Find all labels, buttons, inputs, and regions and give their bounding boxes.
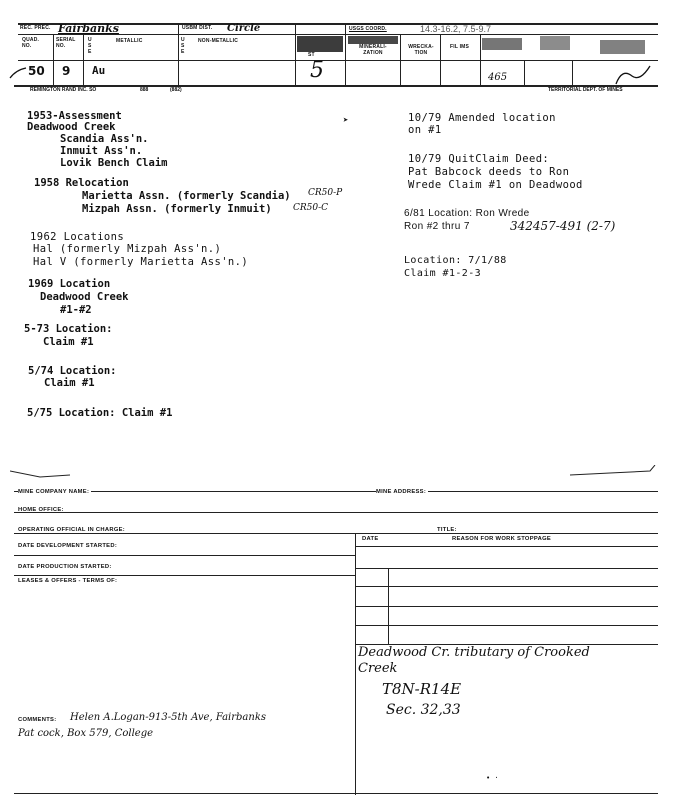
note-line-4: Sec. 32,33 bbox=[386, 702, 461, 718]
rule-date-prod bbox=[14, 575, 355, 576]
smudge-st bbox=[297, 36, 343, 52]
rule-stoppage-1 bbox=[355, 568, 658, 569]
entry-marietta-code: CR50-P bbox=[308, 188, 343, 198]
leases-offers-label: LEASES & OFFERS - TERMS OF: bbox=[18, 578, 118, 584]
rule-date-dev bbox=[14, 555, 355, 556]
comments-line-2: Pat cock, Box 579, College bbox=[18, 728, 154, 739]
entry-amended-1: 10/79 Amended location bbox=[408, 112, 556, 124]
wrecking-label: WRECKA-TION bbox=[408, 44, 434, 56]
entry-assessment-1953: 1953-Assessment bbox=[27, 110, 122, 122]
comments-line-1: Helen A.Logan-913-5th Ave, Fairbanks bbox=[70, 712, 267, 723]
metallic-label: METALLIC bbox=[116, 38, 143, 44]
usgs-coord-label: USGS COORD. bbox=[349, 26, 387, 32]
date-production-label: DATE PRODUCTION STARTED: bbox=[18, 564, 112, 570]
rule-operating-official bbox=[14, 533, 658, 534]
header-divider-3 bbox=[345, 23, 346, 85]
entry-ron-numbers: 342457-491 (2-7) bbox=[510, 219, 616, 233]
mine-address-label: MINE ADDRESS: bbox=[376, 489, 427, 495]
entry-scandia: Scandia Ass'n. bbox=[60, 133, 149, 145]
entry-deadwood-creek-2: Deadwood Creek bbox=[40, 291, 129, 303]
header-divider-serial bbox=[83, 34, 84, 85]
territorial-label: TERRITORIAL DEPT. OF MINES bbox=[548, 87, 623, 93]
entry-claim-1-2-3: Claim #1-2-3 bbox=[404, 268, 482, 279]
metal-value: Au bbox=[92, 64, 106, 77]
comments-label: COMMENTS: bbox=[18, 717, 57, 723]
entry-ron-claims: Ron #2 thru 7 bbox=[404, 221, 470, 232]
smudge-col-9 bbox=[600, 40, 645, 54]
title-label: TITLE: bbox=[437, 527, 457, 533]
entry-mizpah-code: CR50-C bbox=[293, 203, 329, 213]
rec-prec-label: REC. PREC. bbox=[20, 25, 51, 31]
usgs-dist-label: USBM DIST. bbox=[182, 25, 213, 31]
entry-hal: Hal (formerly Mizpah Ass'n.) bbox=[33, 243, 222, 255]
rule-stoppage-3 bbox=[355, 606, 658, 607]
header-divider-5 bbox=[440, 34, 441, 85]
header-divider-2 bbox=[295, 23, 296, 85]
speck-mark: • · bbox=[486, 774, 499, 782]
rule-stoppage-4 bbox=[355, 625, 658, 626]
rule-date-header bbox=[355, 546, 658, 547]
note-line-3: T8N-R14E bbox=[382, 680, 462, 698]
rec-prec-value: Fairbanks bbox=[58, 22, 119, 35]
rule-stoppage-2 bbox=[355, 586, 658, 587]
printer-code-1: 888 bbox=[140, 87, 149, 93]
quad-no-label: QUAD. NO. bbox=[22, 37, 40, 49]
header-divider-1 bbox=[178, 23, 179, 85]
entry-claim-1-b: Claim #1 bbox=[44, 377, 95, 389]
entry-claims-1-2: #1-#2 bbox=[60, 304, 92, 316]
non-metallic-label: NON-METALLIC bbox=[198, 38, 239, 44]
stoppage-date-divider bbox=[388, 568, 389, 644]
date-column-label: DATE bbox=[362, 536, 379, 542]
entry-marietta: Marietta Assn. (formerly Scandia) bbox=[82, 190, 291, 202]
nonmetallic-usg-marker: U S E bbox=[181, 37, 185, 55]
header-row-rule bbox=[18, 60, 658, 61]
entry-quitclaim-3: Wrede Claim #1 on Deadwood bbox=[408, 179, 583, 191]
arrow-mark-icon: ➤ bbox=[343, 116, 349, 126]
metallic-usg-marker: U S E bbox=[88, 37, 92, 55]
rule-mine-company bbox=[14, 491, 658, 492]
header-divider-7 bbox=[524, 60, 525, 85]
printer-label: REMINGTON RAND INC. SO bbox=[30, 87, 97, 93]
rule-home-office bbox=[14, 512, 658, 513]
serial-no-label: SERIAL NO. bbox=[56, 37, 76, 49]
entry-mizpah: Mizpah Assn. (formerly Inmuit) bbox=[82, 203, 272, 215]
smudge-col-8 bbox=[540, 36, 570, 50]
note-line-2: Creek bbox=[358, 661, 398, 676]
entry-locations-1962: 1962 Locations bbox=[30, 231, 125, 243]
swoosh-mark-right bbox=[612, 62, 652, 86]
form-center-divider bbox=[355, 533, 356, 795]
entry-deadwood-creek: Deadwood Creek bbox=[27, 121, 116, 133]
st-label: ST bbox=[308, 52, 315, 58]
entry-inmuit: Inmuit Ass'n. bbox=[60, 145, 143, 157]
entry-lovik: Lovik Bench Claim bbox=[60, 157, 168, 169]
smudge-mineralization bbox=[348, 36, 398, 44]
entry-location-5-73: 5-73 Location: bbox=[24, 323, 113, 335]
serial-no-value: 9 bbox=[62, 64, 71, 78]
smudge-col-7 bbox=[482, 38, 522, 50]
note-line-1: Deadwood Cr. tributary of Crooked bbox=[358, 645, 590, 660]
usgs-coord-value: 14.3-16.2, 7.5-9.7 bbox=[420, 24, 492, 34]
entry-amended-2: on #1 bbox=[408, 124, 442, 136]
torn-edge-line bbox=[10, 465, 670, 485]
swoosh-mark-left bbox=[8, 66, 28, 80]
entry-hal-v: Hal V (formerly Marietta Ass'n.) bbox=[33, 256, 249, 268]
handwritten-number: 465 bbox=[488, 72, 508, 83]
home-office-label: HOME OFFICE: bbox=[18, 507, 64, 513]
entry-location-6-81: 6/81 Location: Ron Wrede bbox=[404, 208, 530, 219]
entry-location-7-1-88: Location: 7/1/88 bbox=[404, 255, 507, 266]
operating-official-label: OPERATING OFFICIAL IN CHARGE: bbox=[18, 527, 126, 533]
header-divider-4 bbox=[400, 34, 401, 85]
header-divider-6 bbox=[480, 34, 481, 85]
rule-bottom bbox=[14, 793, 658, 794]
entry-quitclaim-1: 10/79 QuitClaim Deed: bbox=[408, 153, 550, 165]
entry-quitclaim-2: Pat Babcock deeds to Ron bbox=[408, 166, 570, 178]
entry-location-5-74: 5/74 Location: bbox=[28, 365, 117, 377]
entry-relocation-1958: 1958 Relocation bbox=[34, 177, 129, 189]
entry-claim-1-a: Claim #1 bbox=[43, 336, 94, 348]
mineralization-label: MINERALI-ZATION bbox=[359, 44, 387, 56]
handwritten-mark: 5 bbox=[310, 58, 324, 83]
header-divider-8 bbox=[572, 60, 573, 85]
header-divider-quad bbox=[53, 34, 54, 85]
date-development-label: DATE DEVELOPMENT STARTED: bbox=[18, 543, 118, 549]
usgs-dist-value: Circle bbox=[227, 23, 261, 34]
entry-location-1969: 1969 Location bbox=[28, 278, 111, 290]
mine-company-name-label: MINE COMPANY NAME: bbox=[18, 489, 90, 495]
fil-label: FIL IMS bbox=[450, 44, 470, 50]
entry-location-5-75: 5/75 Location: Claim #1 bbox=[27, 407, 173, 419]
quad-no-value: 50 bbox=[28, 64, 45, 78]
reason-column-label: REASON FOR WORK STOPPAGE bbox=[452, 536, 552, 542]
printer-code-2: (882) bbox=[170, 87, 182, 93]
